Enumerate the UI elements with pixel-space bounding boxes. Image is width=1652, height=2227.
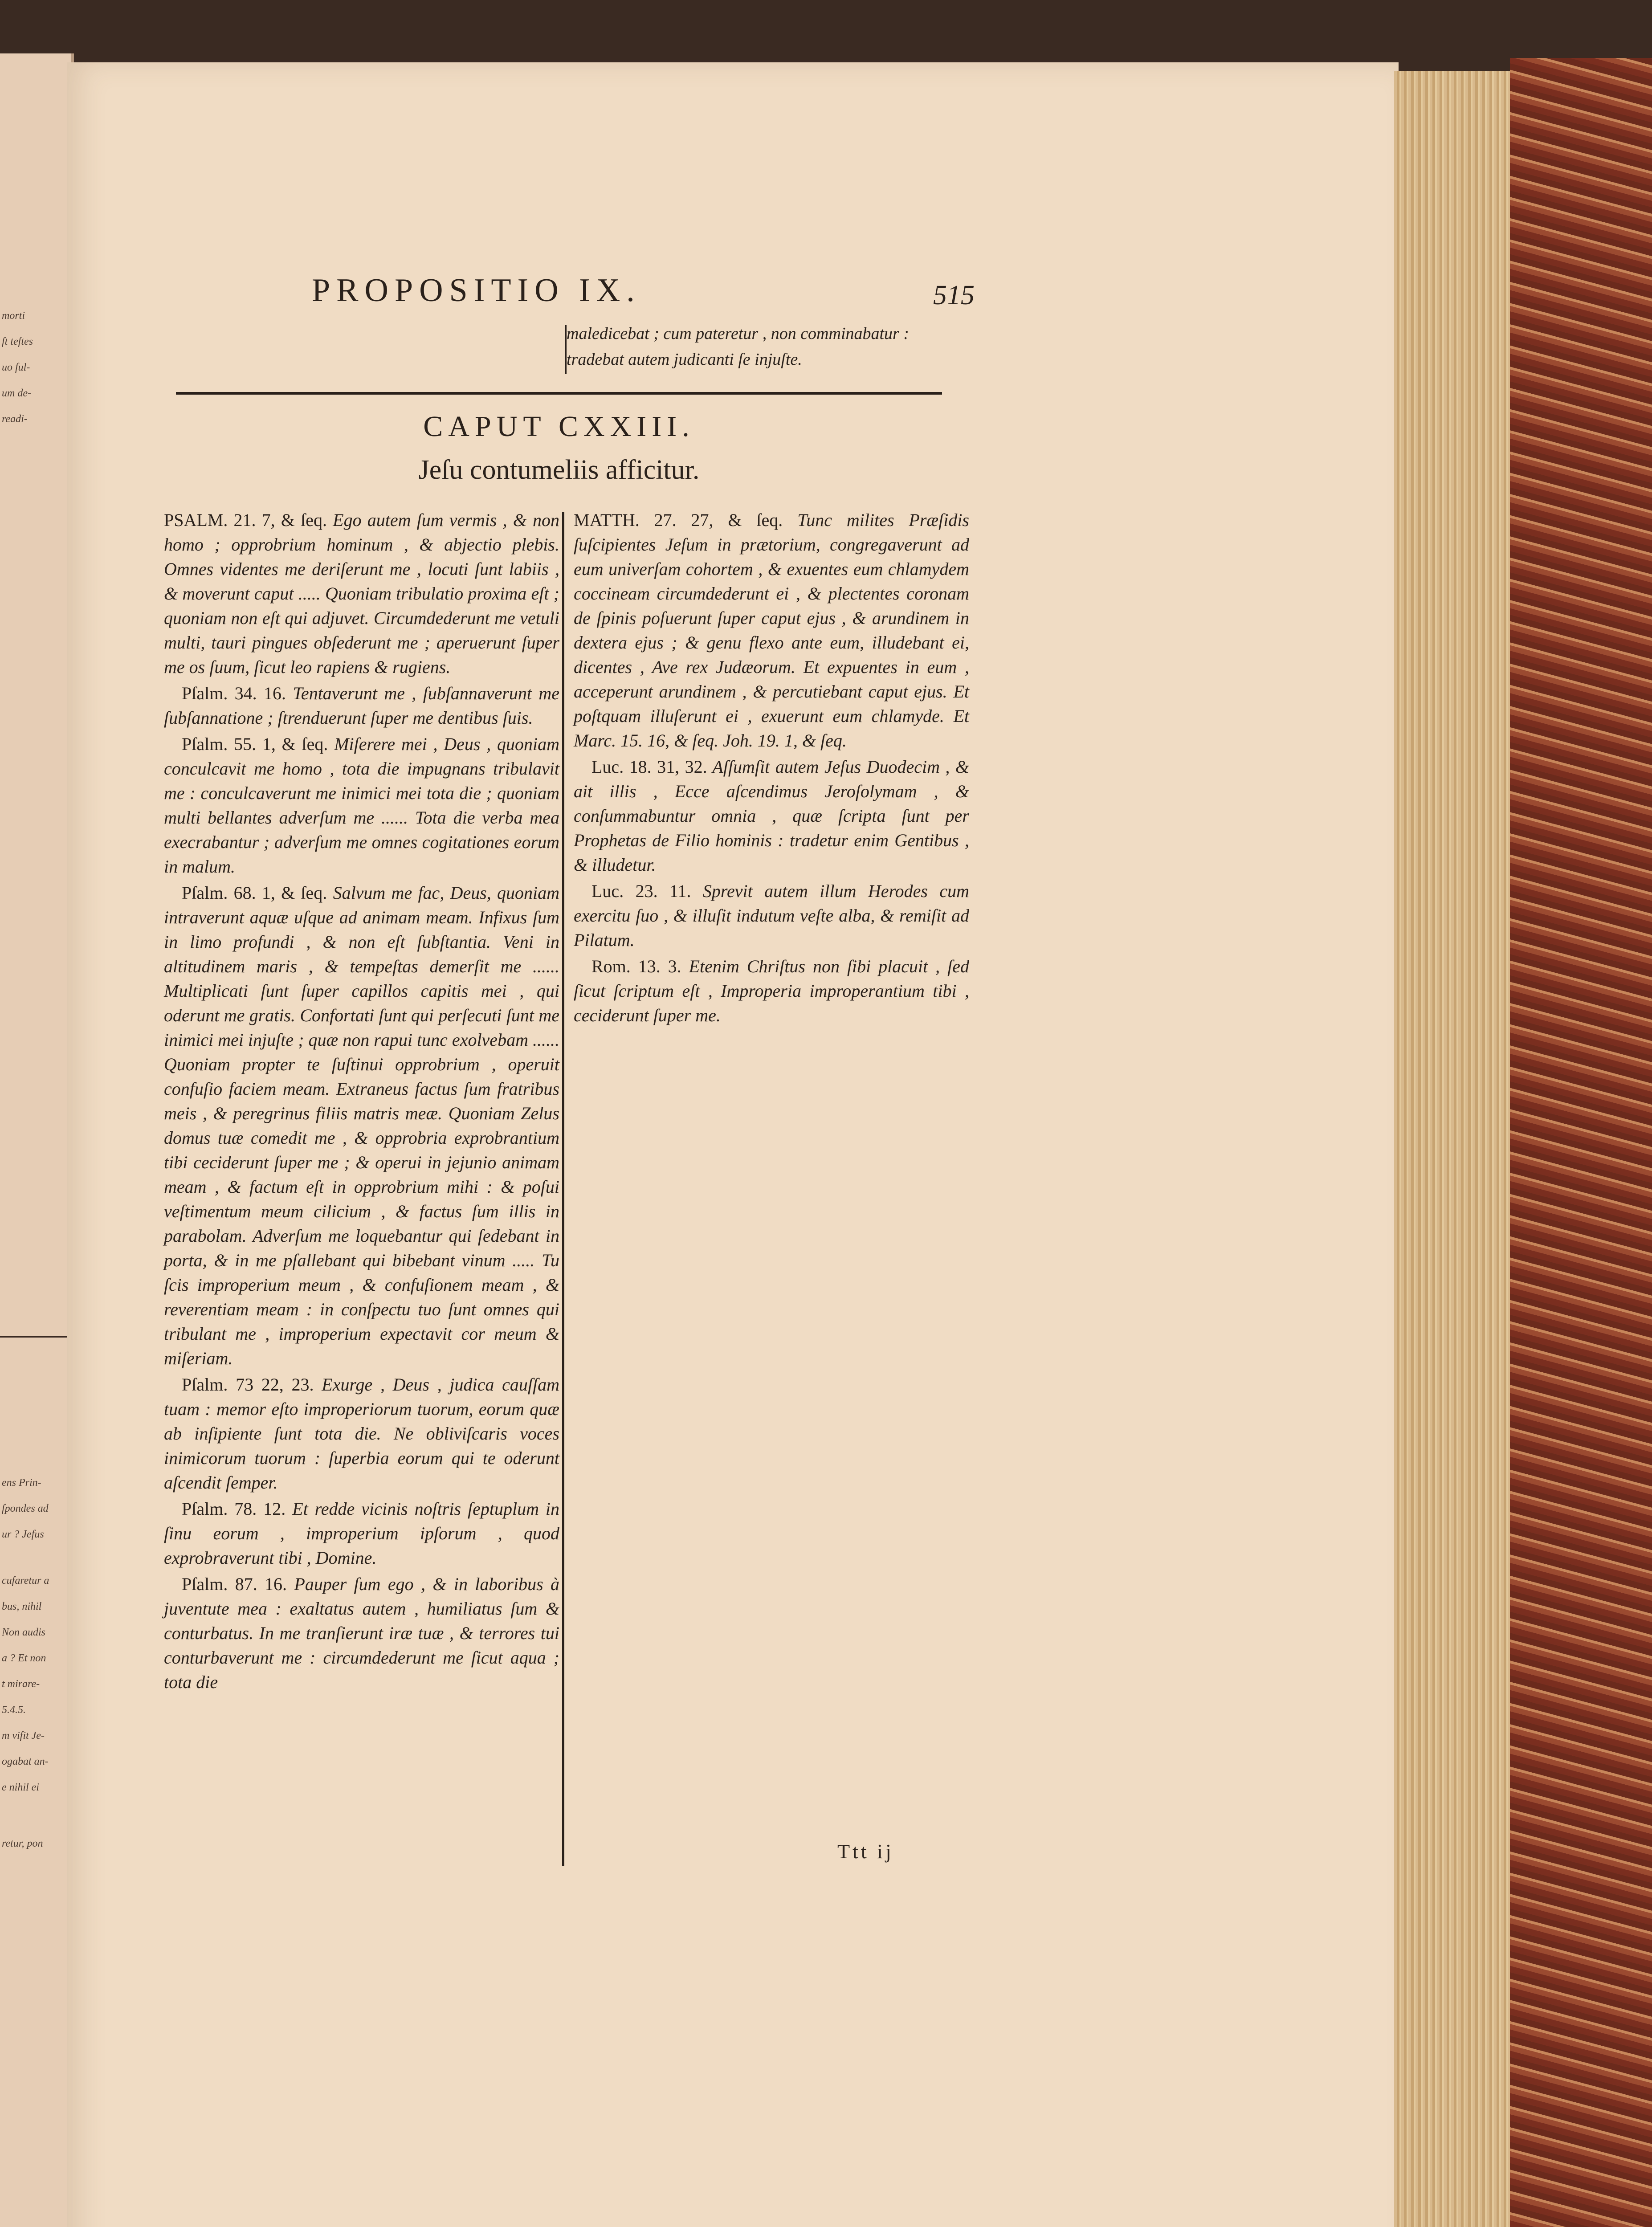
paragraph bbox=[164, 1572, 559, 1694]
chapter-title: CAPUT CXXIII. bbox=[423, 410, 695, 443]
paragraph bbox=[164, 881, 559, 1370]
reference: Pſalm. 34. 16. bbox=[182, 683, 286, 703]
running-header: PROPOSITIO IX. bbox=[312, 272, 641, 309]
paragraph-text: Salvum me fac, Deus, quoniam intraverunt aquæ uſque ad animam meam. Infixus ſum in limo profundi , & non eſt ſubſtantia. Veni in altitudinem maris , & tempeſtas demerſit me ...... Multiplicati ſunt ſuper capillos capitis mei , qui oderunt me gratis. Confortati ſunt qui perſecuti ſunt me inimici mei injuſte ; quæ non rapui tunc exolvebam ...... Quoniam propter te ſuſtinui opprobrium , operuit confuſio faciem meam. Extraneus factus ſum fratribus meis , & peregrinus filiis matris meæ. Quoniam Zelus domus tuæ comedit me , & opprobria exprobrantium tibi ceciderunt ſuper me ; & operui in jejunio animam meam , & factum eſt in opprobrium mihi : & poſui veſtimentum meum cilicium , & factus ſum illis in parabolam. Adverſum me loquebantur qui ſedebant in porta, & in me pſallebant qui bibebant vinum ..... Tu ſcis improperium meum , & confuſionem meam , & reverentiam meam : in conſpectu tuo ſunt omnes qui tribulant me , improperium expectavit cor meum & miſeriam. bbox=[164, 883, 560, 1368]
reference: Pſalm. 78. 12. bbox=[182, 1499, 286, 1519]
paragraph bbox=[164, 508, 559, 679]
left-page-text: morti bbox=[2, 310, 25, 322]
left-page-text: ogabat an- bbox=[2, 1756, 49, 1767]
left-page-text: a ? Et non bbox=[2, 1652, 46, 1664]
paragraph bbox=[574, 755, 969, 877]
paragraph bbox=[164, 1372, 559, 1495]
left-page-rule bbox=[0, 1336, 67, 1338]
left-page-text: uo ful- bbox=[2, 362, 30, 373]
left-page-text: m vifit Je- bbox=[2, 1730, 45, 1742]
paragraph-text: Et redde vicinis noſtris ſeptuplum in ſinu eorum , improperium ipſorum , quod exprobraverunt tibi , Domine. bbox=[164, 1499, 560, 1568]
paragraph bbox=[574, 508, 969, 753]
left-page-text: Non audis bbox=[2, 1627, 46, 1638]
paragraph-text: Ego autem ſum vermis , & non homo ; opprobrium hominum , & abjectio plebis. Omnes videntes me deriſerunt me , locuti ſunt labiis , & moverunt caput ..... Quoniam tribulatio proxima eſt ; quoniam non eſt qui adjuvet. Circumdederunt me vetuli multi, tauri pingues obſederunt me ; aperuerunt ſuper me os ſuum, ſicut leo rapiens & rugiens. bbox=[164, 510, 560, 677]
paragraph-text: Aſſumſit autem Jeſus Duodecim , & ait illis , Ecce aſcendimus Jeroſolymam , & conſummabuntur omnia , quæ ſcripta ſunt per Prophetas de Filio hominis : tradetur enim Gentibus , & illudetur. bbox=[574, 757, 970, 875]
reference: Luc. 18. 31, 32. bbox=[591, 757, 707, 777]
left-page-text: bus, nihil bbox=[2, 1601, 42, 1612]
left-page-text: e nihil ei bbox=[2, 1782, 39, 1793]
left-page-text: ft teftes bbox=[2, 336, 33, 347]
reference: PSALM. 21. 7, & ſeq. bbox=[164, 510, 327, 530]
header-rule bbox=[176, 392, 942, 395]
left-page-text: retur, pon bbox=[2, 1838, 43, 1849]
left-column bbox=[164, 508, 559, 1696]
left-page-text: readi- bbox=[2, 413, 28, 425]
marbled-cover bbox=[1510, 58, 1652, 2227]
column-divider bbox=[562, 512, 564, 1866]
left-page-text: um de- bbox=[2, 387, 31, 399]
left-page-text: ens Prin- bbox=[2, 1477, 41, 1489]
right-column bbox=[574, 508, 969, 1029]
paragraph bbox=[574, 954, 969, 1028]
paragraph bbox=[574, 879, 969, 952]
reference: Rom. 13. 3. bbox=[591, 956, 681, 976]
paragraph-text: Exurge , Deus , judica cauſſam tuam : memor eſto improperiorum tuorum, eorum quæ ab inſipiente ſunt tota die. Ne obliviſcaris voces inimicorum tuorum : ſuperbia eorum qui te oderunt aſcendit ſemper. bbox=[164, 1375, 560, 1493]
paragraph bbox=[164, 1497, 559, 1570]
paragraph-text: Tentaverunt me , ſubſannaverunt me ſubſannatione ; ſtrenduerunt ſuper me dentibus ſuis. bbox=[164, 683, 560, 728]
page-number: 515 bbox=[933, 280, 975, 310]
left-page-text: fpondes ad bbox=[2, 1503, 49, 1514]
reference: Pſalm. 68. 1, & ſeq. bbox=[182, 883, 327, 903]
reference: Pſalm. 55. 1, & ſeq. bbox=[182, 734, 328, 754]
paragraph-text: Etenim Chriſtus non ſibi placuit , ſed ſicut ſcriptum eſt , Improperia improperantium tibi , ceciderunt ſuper me. bbox=[574, 956, 969, 1025]
left-page-edge bbox=[0, 53, 74, 2227]
left-page-text: 5.4.5. bbox=[2, 1704, 26, 1716]
chapter-subtitle: Jeſu contumeliis afficitur. bbox=[418, 455, 700, 485]
left-page-text: t mirare- bbox=[2, 1678, 40, 1690]
reference: Pſalm. 87. 16. bbox=[182, 1574, 287, 1594]
left-page-text: ur ? Jefus bbox=[2, 1529, 44, 1540]
left-page-text: cufaretur a bbox=[2, 1575, 49, 1587]
paragraph bbox=[164, 732, 559, 879]
paragraph-text: Miſerere mei , Deus , quoniam conculcavit me homo , tota die impugnans tribulavit me : conculcaverunt me inimici mei tota die ; quoniam multi bellantes adverſum me ...... Tota die verba mea execrabantur ; adverſum me omnes cogitationes eorum in malum. bbox=[164, 734, 560, 877]
reference: MATTH. 27. 27, & ſeq. bbox=[574, 510, 783, 530]
continuation-text: maledicebat ; cum pateretur , non comminabatur : tradebat autem judicanti ſe injuſte. bbox=[567, 324, 909, 369]
reference: Pſalm. 73 22, 23. bbox=[182, 1375, 314, 1395]
paragraph bbox=[164, 681, 559, 730]
reference: Luc. 23. 11. bbox=[591, 881, 691, 901]
paragraph-text: Pauper ſum ego , & in laboribus à juventute mea : exaltatus autem , humiliatus ſum & conturbatus. In me tranſierunt iræ tuæ , & terrores tui conturbaverunt me : circumdederunt me ſicut aqua ; tota die bbox=[164, 1574, 560, 1692]
paragraph-text: Tunc milites Præſidis ſuſcipientes Jeſum in prætorium, congregaverunt ad eum univerſam cohortem , & exuentes eum chlamydem coccineam circumdederunt ei , & plectentes coronam de ſpinis poſuerunt ſuper caput ejus , & arundinem in dextera ejus ; & genu flexo ante eum, illudebant ei, dicentes , Ave rex Judæorum. Et expuentes in eum , acceperunt arundinem , & percutiebant caput ejus. Et poſtquam illuſerunt ei , exuerunt eum chlamyde. Et Marc. 15. 16, & ſeq. Joh. 19. 1, & ſeq. bbox=[574, 510, 969, 750]
signature-mark: Ttt ij bbox=[837, 1840, 894, 1863]
page-block-edge bbox=[1394, 71, 1510, 2227]
paragraph-text: Sprevit autem illum Herodes cum exercitu ſuo , & illuſit indutum veſte alba, & remiſit ad Pilatum. bbox=[574, 881, 970, 950]
